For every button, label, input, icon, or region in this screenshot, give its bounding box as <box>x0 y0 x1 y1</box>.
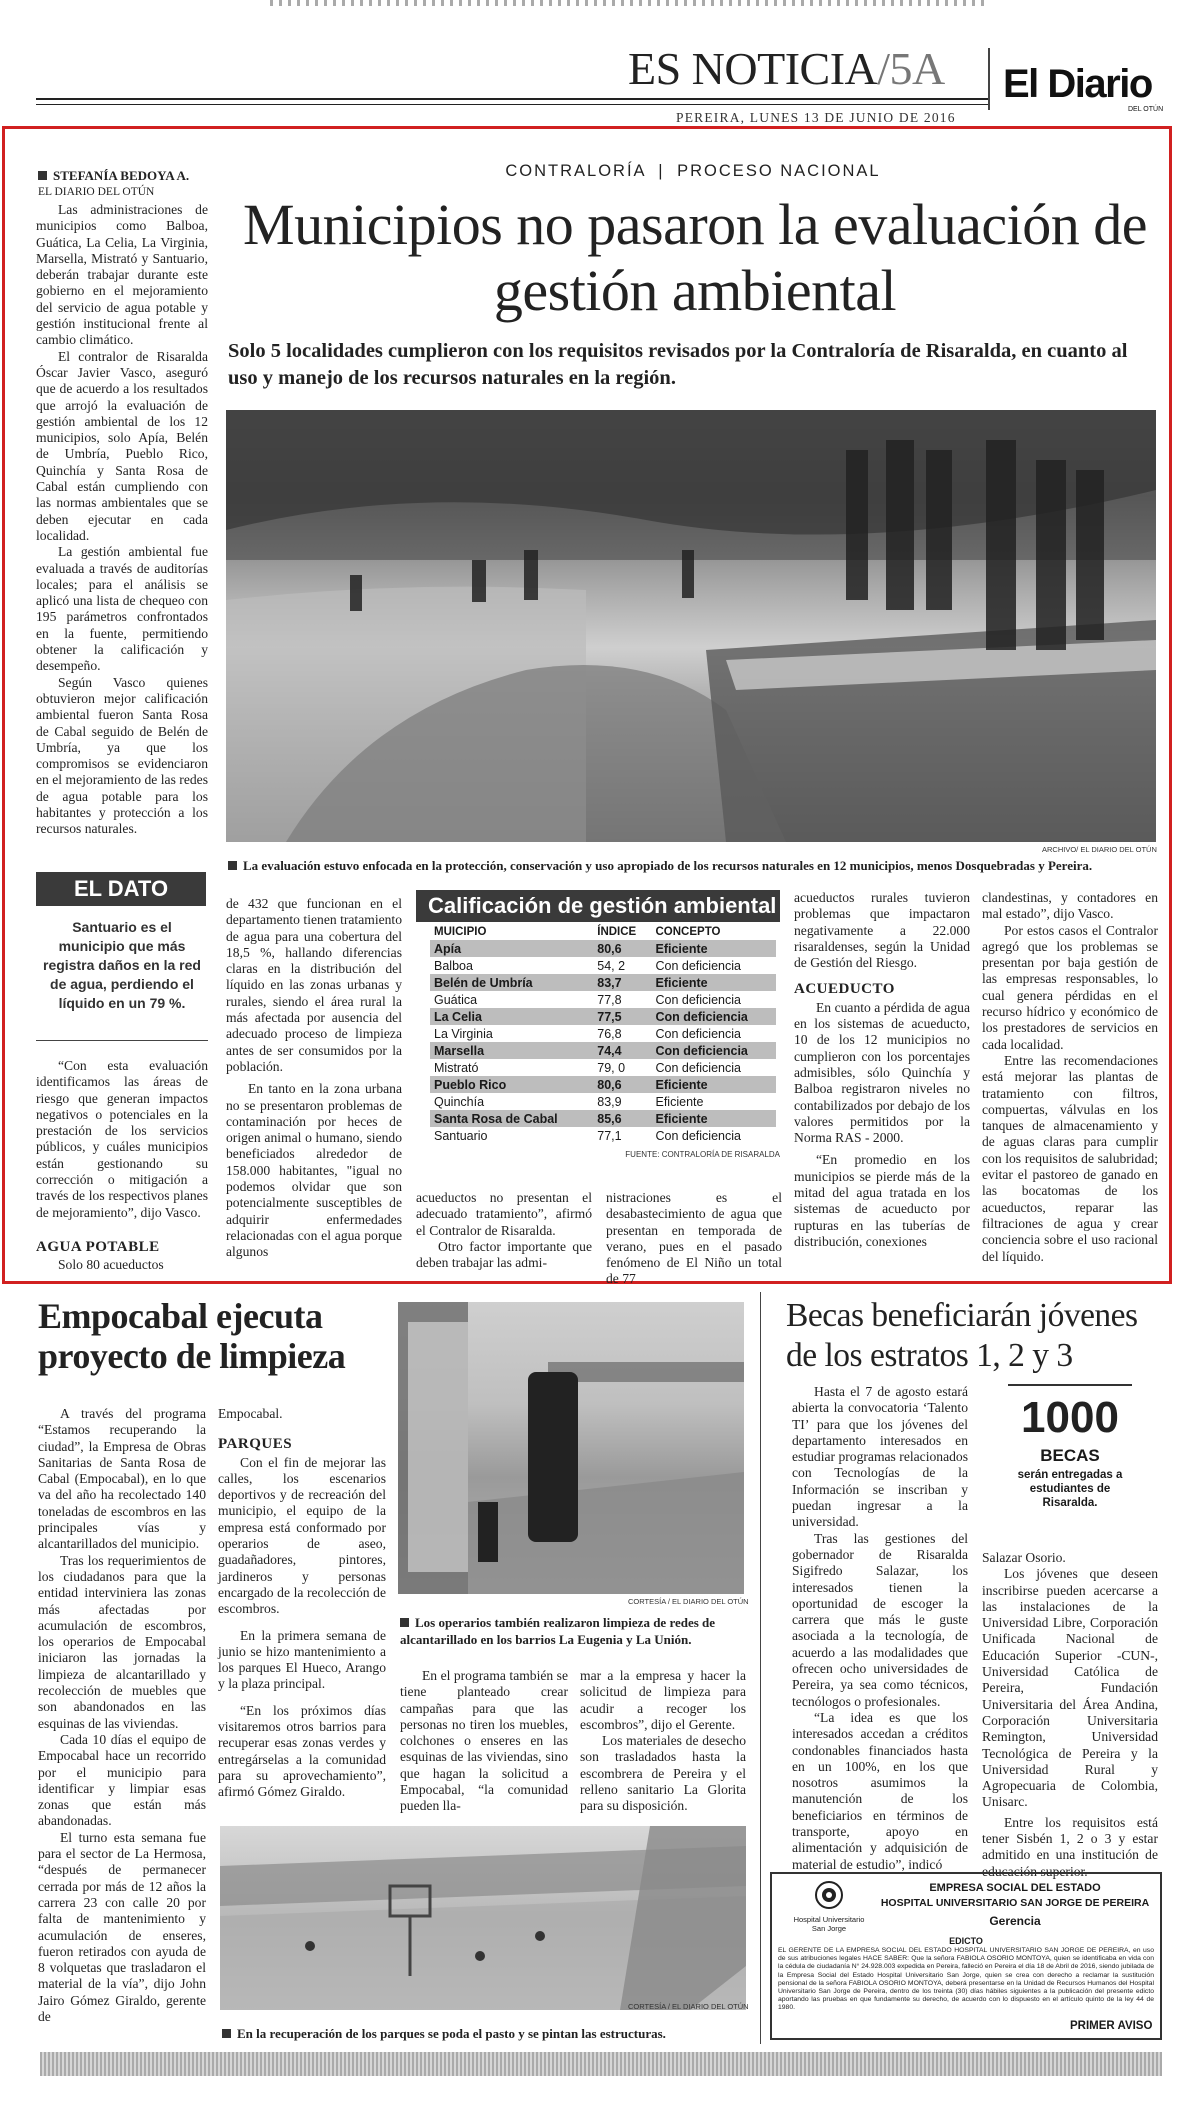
main-photo-credit: ARCHIVO/ EL DIARIO DEL OTÚN <box>1042 845 1157 854</box>
big-number: 1000 <box>1021 1393 1119 1442</box>
table-row <box>430 1059 776 1076</box>
paragraph: de 432 que funcionan en el departamento tienen tratamiento de agua para una cobertura del 18,5 %, hallando diferencias claras en la distribución del líquido en las zonas urbanas y rurales, siendo el área rural la más afectada por ausencia del adecuado proceso de limpieza antes de ser consumidos por la población. <box>226 896 402 1074</box>
empocabal-photo-1 <box>398 1302 744 1594</box>
table-row <box>430 1110 776 1127</box>
empocabal-caption-2 <box>222 2026 748 2042</box>
cell: Quinchía <box>434 1094 485 1109</box>
stream-scene <box>226 410 1156 842</box>
cell: Eficiente <box>652 1110 777 1127</box>
cell: Con deficiencia <box>655 1026 741 1041</box>
table-row <box>430 940 776 957</box>
paragraph: Cada 10 días el equipo de Empocabal hace un recorrido por el municipio para identificar y limpiar esas zonas que están más abandonadas. <box>38 1731 206 1829</box>
cell: 80,6 <box>593 940 651 957</box>
paragraph: “La idea es que los interesados accedan a créditos condonables financiados hasta en un 100%, en los que nosotros asumimos la manutención de los beneficiarios en términos de transporte, apoyo en alimentación y adquisición de material de estudio”, indicó <box>792 1709 968 1872</box>
paragraph: Tras las gestiones del gobernador de Risaralda Sigifredo Salazar, los interesados tienen la oportunidad de escoger la carrera que más le guste asociada a la tecnología, de acuerdo a las modalidades que ofrecen ocho universidades de Pereira, ya sea como técnicos, tecnólogos o profesionales. <box>792 1530 968 1709</box>
cell: 85,6 <box>593 1110 651 1127</box>
brand-sub: DEL OTÚN <box>1128 106 1164 113</box>
cell: 77,8 <box>597 992 622 1007</box>
logo-text: Hospital Universitario San Jorge <box>793 1915 865 1933</box>
kicker <box>228 162 1158 181</box>
headline: Municipios no pasaron la evaluación de gestión ambiental <box>243 192 1147 323</box>
dato-box: EL DATO <box>36 872 206 906</box>
becas-headline: Becas beneficiarán jóvenes de los estratos 1, 2 y 3 <box>786 1297 1138 1374</box>
table-title: Calificación de gestión ambiental <box>416 890 780 922</box>
paragraph: nistraciones es el desabastecimiento de agua que presentan en temporada de verano, pues en el pasado fenómeno de El Niño un total de 77 <box>606 1190 782 1287</box>
table-row <box>430 1127 776 1144</box>
kicker-separator: | <box>658 162 665 180</box>
cell: Apía <box>430 940 593 957</box>
paragraph: Entre los requisitos está tener Sisbén 1, 2 o 3 y estar admitido en una institución de educación superior. <box>982 1814 1158 1879</box>
edicto-footer: PRIMER AVISO <box>1070 2020 1153 2032</box>
paragraph: Los jóvenes que deseen inscribirse pueden acercarse a las instalaciones de la Universidad Libre, Corporación Unificada Nacional de Educación Superior -CUN-, Universidad Católica de Pereira, Fundación Universitaria del Área Andina, Corporación Universitaria Remington, Universidad Tecnológica de Pereira y la Universidad Rural y Agropecuaria de Colombia, Unisarc. <box>982 1566 1158 1810</box>
table-box <box>416 890 780 1159</box>
cell: 76,8 <box>597 1026 622 1041</box>
hospital-logo-icon <box>814 1880 844 1910</box>
main-col-4c <box>606 1190 782 1288</box>
byline-name: STEFANÍA BEDOYA A. <box>53 168 190 183</box>
table-row <box>430 957 776 974</box>
caption-text: En la recuperación de los parques se poda el pasto y se pintan las estructuras. <box>237 2026 666 2041</box>
kicker-left: CONTRALORÍA <box>505 162 646 180</box>
cell: Santuario <box>434 1128 488 1143</box>
cell: Marsella <box>430 1042 593 1059</box>
rating-table <box>430 924 776 1144</box>
paragraph: Empocabal. <box>218 1406 283 1421</box>
paragraph: El turno esta semana fue para el sector de La Hermosa, “después de permanecer cerrada por más de 12 años la carrera 23 con calle 20 por falta de mantenimiento y acumulación de enseres, fueron retirados con ayuda de 8 volquetas que trasladaron el material de la vía”, dijo John Jairo Gómez Giraldo, gerente de <box>38 1829 206 2024</box>
cell: Pueblo Rico <box>430 1076 593 1093</box>
paragraph: Entre las recomendaciones está mejorar las plantas de tratamiento con filtros, compuertas, válvulas en los tanques de almacenamiento y de aguas claras para cumplir con los requisitos de salubridad; evitar el pastoreo de ganado en las bocatomas de los acueductos, reparar las filtraciones de agua y crear conciencia sobre el uso racional del líquido. <box>982 1052 1158 1264</box>
park-scene <box>220 1826 746 2010</box>
cell: Guática <box>434 992 478 1007</box>
masthead-section <box>628 44 945 94</box>
section-title: ES NOTICIA <box>628 43 878 94</box>
empocabal-photo-credit: CORTESÍA / EL DIARIO DEL OTÚN <box>628 1597 749 1606</box>
paragraph: “Con esta evaluación identificamos las áreas de riesgo que generan impactos negativos o potenciales en la prestación de los servicios públicos, y cuáles municipios están gestionando su corrección o mitigación a través de los respectivos planes de mejoramiento”, dijo Vasco. <box>36 1058 208 1220</box>
cell: La Virginia <box>434 1026 493 1041</box>
header-cell: MUICIPIO <box>434 926 487 938</box>
paragraph: Hasta el 7 de agosto estará abierta la convocatoria ‘Talento TI’ para que los jóvenes del departamento interesados en estudiar programas relacionados con Tecnologías de la Información se inscriban y puedan ingresar a la universidad. <box>792 1384 968 1530</box>
paragraph: Los materiales de desecho son trasladados hasta la escombrera de Pereira y el relleno sanitario La Glorita para su disposición. <box>580 1733 746 1814</box>
dato-text: Santuario es el municipio que más registra daños en la red de agua, perdiendo el líquido en un 79 %. <box>43 919 201 1011</box>
edicto-body: EL GERENTE DE LA EMPRESA SOCIAL DEL ESTADO HOSPITAL UNIVERSITARIO SAN JORGE DE PEREIRA, en uso de sus atribuciones legales HACE SABER: Que la señora FABIOLA OSORIO MONTOYA, quien se identificaba en vida con la cédula de ciudadanía N° 24.928.003 expedida en Pereira, falleció en Pereira el día 18 de Abril de 2016, siendo jubilada de la Empresa Social del Estado Hospital Universitario San Jorge, quien se crea con derecho a reclamar la sustitución pensional de la señora FABIOLA OSORIO MONTOYA, deberá presentarse en la Unidad de Recursos Humanos del Hospital Universitario San Jorge de Pereira, dentro de los treinta (30) días hábiles siguientes a la publicación del presente edicto aportando las pruebas en que fundamente su derecho, de acuerdo con lo dispuesto en el artículo quinto de la ley 44 de 1980. <box>778 1947 1154 2012</box>
cell: La Celia <box>430 1008 593 1025</box>
paragraph: clandestinas, y contadores en mal estado”, dijo Vasco. <box>982 890 1158 922</box>
edicto-logo <box>790 1880 868 1933</box>
cell: Con deficiencia <box>655 1060 741 1075</box>
table-header-row <box>430 924 776 940</box>
main-col-4 <box>794 890 970 1250</box>
empocabal-photo2-credit: CORTESÍA / EL DIARIO DEL OTÚN <box>628 2002 749 2011</box>
empocabal-caption-1 <box>400 1614 746 1648</box>
paragraph: El contralor de Risaralda Óscar Javier Vasco, aseguró que de acuerdo a los resultados que arrojó la evaluación de gestión ambiental de los 12 municipios, solo Apía, Belén de Umbría, Pueblo Rico, Quinchía y Santa Rosa de Cabal están cumpliendo con las normas ambientales que se deben ejecutar en cada localidad. <box>36 348 208 543</box>
cell: Santa Rosa de Cabal <box>430 1110 593 1127</box>
table-row <box>430 974 776 991</box>
cell: Mistrató <box>434 1060 479 1075</box>
cell: Eficiente <box>652 974 777 991</box>
cell: 77,5 <box>593 1008 651 1025</box>
cell: Belén de Umbría <box>430 974 593 991</box>
empocabal-headline: Empocabal ejecuta proyecto de limpieza <box>38 1296 346 1376</box>
edicto-title: EDICTO <box>949 1936 983 1946</box>
byline-org: EL DIARIO DEL OTÚN <box>38 186 155 198</box>
header-cell: ÍNDICE <box>597 926 637 938</box>
paragraph: En la primera semana de junio se hizo mantenimiento a los parques El Hueco, Arango y la plaza principal. <box>218 1627 386 1692</box>
table-row <box>430 1008 776 1025</box>
main-photo <box>226 410 1156 842</box>
cell: Eficiente <box>652 940 777 957</box>
empocabal-col-4 <box>580 1668 746 1815</box>
paragraph: mar a la empresa y hacer la solicitud de limpieza para acudir a recoger los escombros”, dijo el Gerente. <box>580 1668 746 1732</box>
paragraph: En cuanto a pérdida de agua en los sistemas de acueducto, 10 de los 12 municipios no cumplieron con los porcentajes admisibles, sólo Quinchía y Balboa registraron niveles no contabilizados por debajo de los valores permitidos por la Norma RAS - 2000. <box>794 999 970 1146</box>
paragraph: Solo 80 acueductos <box>58 1257 164 1273</box>
masthead-top-strip <box>270 0 990 6</box>
masthead-rule <box>36 98 988 100</box>
paragraph: “En promedio en los municipios se pierde más de la mitad del agua tratada en los sistemas de acueducto por rupturas en las tuberías de distribución, conexiones <box>794 1152 970 1249</box>
empocabal-photo-2 <box>220 1826 746 2010</box>
cell: Eficiente <box>652 1076 777 1093</box>
paragraph: Otro factor importante que deben trabajar las admi- <box>416 1238 592 1271</box>
page-number: /5A <box>877 43 945 94</box>
cell: Eficiente <box>655 1094 704 1109</box>
dateline: PEREIRA, LUNES 13 DE JUNIO DE 2016 <box>676 110 956 125</box>
cell: 54, 2 <box>597 958 626 973</box>
paragraph: Con el fin de mejorar las calles, los escenarios deportivos y de recreación del municipio, el equipo de la empresa está conformado por operarios de aseo, guadañadores, pintores, jardineros y personas encargado de la recolección de escombros. <box>218 1454 386 1617</box>
column-divider <box>760 1292 761 2044</box>
main-col-2 <box>226 896 402 1261</box>
bottom-strip <box>40 2052 1162 2076</box>
paragraph: acueductos no presentan el adecuado tratamiento”, afirmó el Contralor de Risaralda. <box>416 1190 592 1238</box>
masthead-rule-2 <box>36 104 988 105</box>
deck: Solo 5 localidades cumplieron con los requisitos revisados por la Contraloría de Risaralda, en cuanto al uso y manejo de los recursos naturales en la región. <box>228 340 1128 389</box>
cell: 83,9 <box>597 1094 622 1109</box>
cell: 83,7 <box>593 974 651 991</box>
table-row <box>430 1076 776 1093</box>
paragraph: Las administraciones de municipios como Balboa, Guática, La Celia, La Virginia, Marsella, Mistrató y Santuario, deberán trabajar durante este gobierno en el mejoramiento del servicio de agua potable y gestión institucional frente al cambio climático. <box>36 202 208 348</box>
paragraph: En el programa también se tiene planteado crear campañas para que las personas no tiren los muebles, colchones o enseres en las esquinas de las viviendas, sino que hagan la solicitud a Empocabal, “la comunidad pueden lla- <box>400 1668 568 1814</box>
paragraph: Tras los requerimientos de los ciudadanos para que la entidad interviniera las zonas más afectadas por acumulación de escombros, los operarios de Empocabal iniciaron las jornadas la limpieza de alcantarillado y recolección de muebles que son abandonados en las esquinas de las viviendas. <box>38 1552 206 1731</box>
cell: Con deficiencia <box>652 1042 777 1059</box>
subhead-agua: AGUA POTABLE <box>36 1238 160 1255</box>
table-source: FUENTE: CONTRALORÍA DE RISARALDA <box>625 1150 780 1159</box>
main-col-3b <box>416 1190 592 1271</box>
cell: Con deficiencia <box>655 1128 741 1143</box>
table-row <box>430 991 776 1008</box>
main-photo-caption <box>228 858 1158 874</box>
header-cell: CONCEPTO <box>655 926 721 938</box>
main-col-5 <box>982 890 1158 1265</box>
edicto-org1: EMPRESA SOCIAL DEL ESTADO <box>929 1882 1101 1894</box>
paragraph: La gestión ambiental fue evaluada a través de auditorías locales; para el análisis se aplicó una lista de chequeo con 195 parámetros confrontados en la fuente, permitiendo obtener la calificación y desempeño. <box>36 544 208 674</box>
cell: 74,4 <box>593 1042 651 1059</box>
empocabal-col-1 <box>38 1406 206 2025</box>
becas-col-1 <box>792 1384 968 1873</box>
subhead-acueducto: ACUEDUCTO <box>794 981 895 998</box>
paragraph: Por estos casos el Contralor agregó que los problemas se presentan por baja gestión de las empresas responsables, lo cual genera pérdidas en el recurso hídrico y económico de los prestadores de servicios en cada localidad. <box>982 922 1158 1052</box>
paragraph: Según Vasco quienes obtuvieron mejor calificación ambiental fueron Santa Rosa de Cabal seguido de Belén de Umbría, ya que los compromisos se evidenciaron en el mejoramiento de las redes de agua potable para los habitantes y protección a los recursos naturales. <box>36 674 208 837</box>
paragraph: acueductos rurales tuvieron problemas que impactaron negativamente a 22.000 risaraldenses, según la Unidad de Gestión del Riesgo. <box>794 890 970 971</box>
infobox-rule <box>1008 1384 1132 1386</box>
main-col-1b <box>36 1058 208 1274</box>
byline <box>38 168 189 184</box>
dato-rule <box>36 1040 208 1041</box>
edicto-dept: Gerencia <box>989 1914 1041 1928</box>
cell: Balboa <box>434 958 473 973</box>
cell: Con deficiencia <box>652 1008 777 1025</box>
big-sub: serán entregadas a estudiantes de Risaralda. <box>1017 1469 1123 1509</box>
workers-scene <box>398 1302 744 1594</box>
table-row <box>430 1025 776 1042</box>
main-col-1 <box>36 202 208 838</box>
edicto-org2: HOSPITAL UNIVERSITARIO SAN JORGE DE PEREIRA <box>880 1897 1150 1909</box>
kicker-right: PROCESO NACIONAL <box>677 162 881 180</box>
paragraph: En tanto en la zona urbana no se presentaron problemas de contaminación por heces de origen animal o humano, siendo beneficiados alrededor de 158.000 habitantes, "igual no podemos olvidar que son potencialmente susceptibles de adquirir enfermedades relacionadas con el agua porque algunos <box>226 1081 402 1260</box>
cell: Con deficiencia <box>655 958 741 973</box>
empocabal-col-2 <box>218 1406 386 1801</box>
subhead-parques: PARQUES <box>218 1436 293 1453</box>
cell: 80,6 <box>593 1076 651 1093</box>
brand-logo: El Diario <box>1003 62 1152 106</box>
paragraph: A través del programa “Estamos recuperando la ciudad”, la Empresa de Obras Sanitarias de Santa Rosa de Cabal (Empocabal), en lo que va del año ha recolectado 140 toneladas de escombros en las principales vías y alcantarillados del municipio. <box>38 1406 206 1552</box>
paragraph: Salazar Osorio. <box>982 1550 1066 1565</box>
cell: Con deficiencia <box>655 992 741 1007</box>
cell: 79, 0 <box>597 1060 626 1075</box>
becas-col-2 <box>982 1550 1158 1880</box>
becas-infobox <box>980 1384 1160 1510</box>
masthead-divider <box>988 48 990 110</box>
paragraph: “En los próximos días visitaremos otros barrios para recuperar esas zonas verdes y entregárselas a la comunidad para su aprovechamiento”, afirmó Gómez Giraldo. <box>218 1702 386 1800</box>
table-row <box>430 1093 776 1110</box>
caption-text: La evaluación estuvo enfocada en la protección, conservación y uso apropiado de los recursos naturales en 12 municipios, menos Dosquebradas y Pereira. <box>243 858 1093 873</box>
cell: 77,1 <box>597 1128 622 1143</box>
caption-text: Los operarios también realizaron limpieza de redes de alcantarillado en los barrios La Eugenia y La Unión. <box>400 1615 716 1647</box>
empocabal-col-3 <box>400 1668 568 1815</box>
big-label: BECAS <box>1040 1446 1100 1465</box>
table-row <box>430 1042 776 1059</box>
